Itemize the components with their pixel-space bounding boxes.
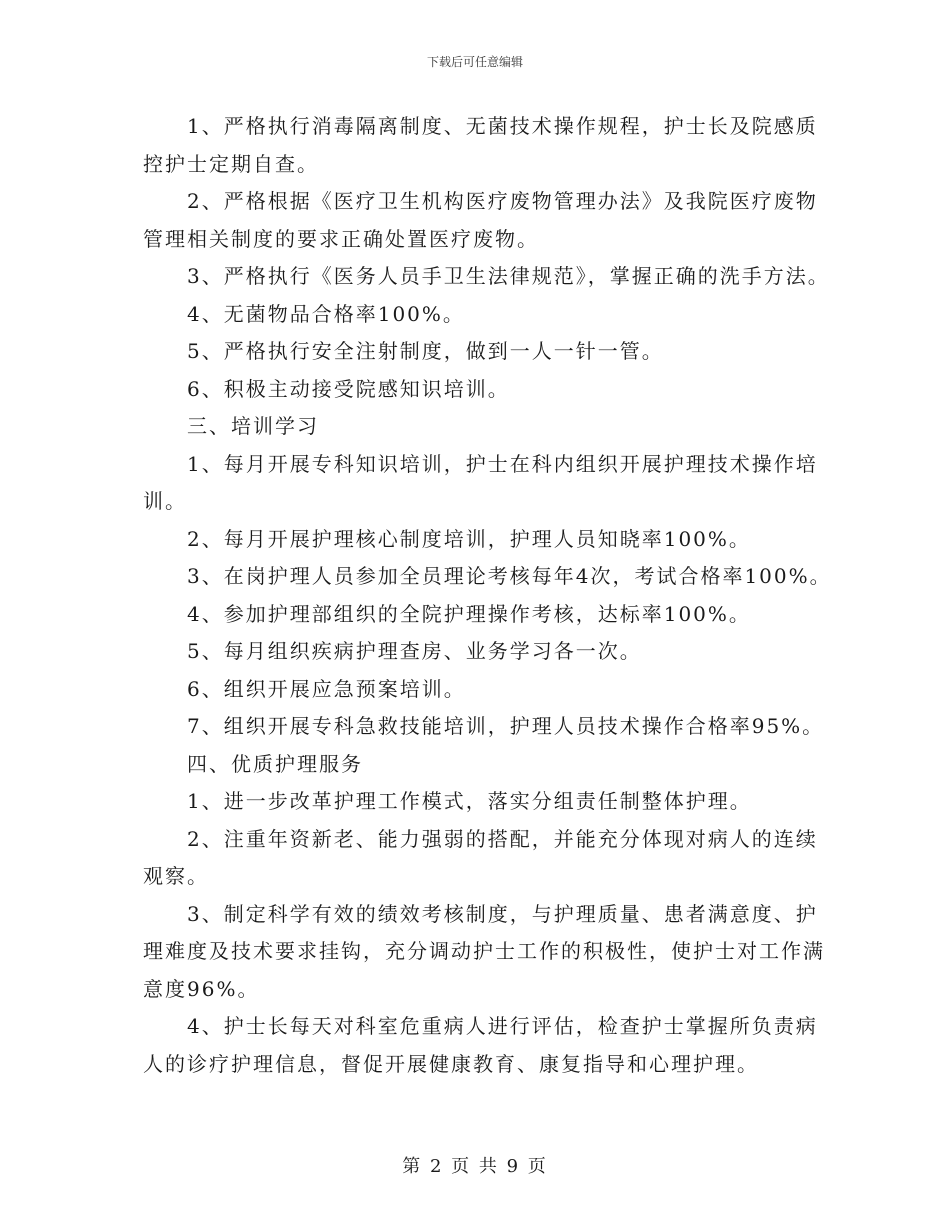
section-heading-training: 三、培训学习 (187, 414, 319, 438)
paragraph-infection-3: 3、严格执行《医务人员手卫生法律规范》，掌握正确的洗手方法。 (187, 264, 830, 288)
paragraph-service-3: 3、制定科学有效的绩效考核制度，与护理质量、患者满意度、护理难度及技术要求挂钩，充分调动护士工作的积极性，使护士对工作满意度96%。 (143, 901, 825, 1001)
paragraph-training-5: 5、每月组织疾病护理查房、业务学习各一次。 (187, 639, 642, 663)
page-number: 第 2 页 共 9 页 (402, 1156, 548, 1177)
paragraph-infection-6: 6、积极主动接受院感知识培训。 (187, 376, 510, 401)
section-heading-quality-service: 四、优质护理服务 (187, 751, 363, 776)
paragraph-training-4: 4、参加护理部组织的全院护理操作考核，达标率100%。 (187, 601, 751, 626)
paragraph-training-3: 3、在岗护理人员参加全员理论考核每年4次，考试合格率100%。 (187, 564, 832, 588)
header-note: 下载后可任意编辑 (426, 55, 523, 69)
paragraph-infection-5: 5、严格执行安全注射制度，做到一人一针一管。 (187, 339, 664, 363)
paragraph-service-2: 2、注重年资新老、能力强弱的搭配，并能充分体现对病人的连续观察。 (143, 826, 818, 888)
paragraph-infection-4: 4、无菌物品合格率100%。 (187, 301, 465, 326)
paragraph-infection-2: 2、严格根据《医疗卫生机构医疗废物管理办法》及我院医疗废物管理相关制度的要求正确处置医疗废物。 (143, 189, 818, 251)
paragraph-infection-1: 1、严格执行消毒隔离制度、无菌技术操作规程，护士长及院感质控护士定期自查。 (143, 114, 818, 176)
paragraph-training-1: 1、每月开展专科知识培训，护士在科内组织开展护理技术操作培训。 (143, 451, 818, 513)
paragraph-training-6: 6、组织开展应急预案培训。 (187, 676, 466, 701)
paragraph-service-1: 1、进一步改革护理工作模式，落实分组责任制整体护理。 (187, 789, 752, 813)
paragraph-training-7: 7、组织开展专科急救技能培训，护理人员技术操作合格率95%。 (187, 714, 825, 738)
paragraph-training-2: 2、每月开展护理核心制度培训，护理人员知晓率100%。 (187, 526, 751, 551)
paragraph-service-4: 4、护士长每天对科室危重病人进行评估，检查护士掌握所负责病人的诊疗护理信息，督促开展健康教育、康复指导和心理护理。 (143, 1014, 818, 1076)
document-body (143, 108, 833, 1083)
